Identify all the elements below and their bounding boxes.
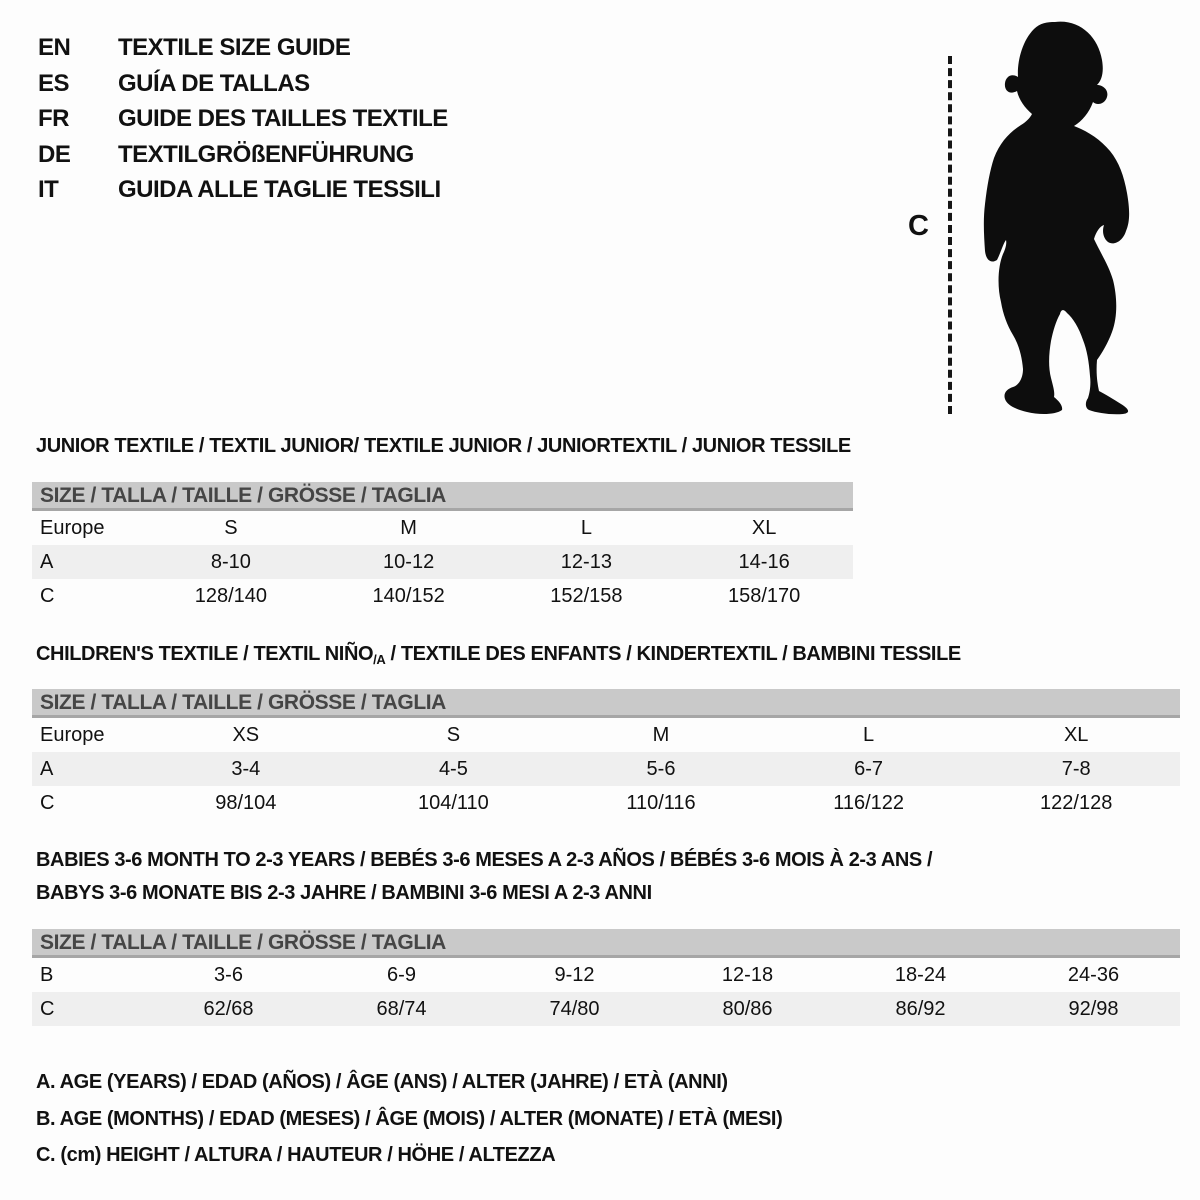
size-cell: XL (751, 517, 777, 539)
age-cell: 24-36 (1067, 964, 1120, 986)
language-row (38, 30, 448, 66)
table-row (32, 718, 1180, 752)
language-title-list (38, 30, 448, 208)
age-cell: 18-24 (894, 964, 947, 986)
babies-section-title (36, 844, 932, 910)
table-row (32, 958, 1180, 992)
age-cell: 12-18 (721, 964, 774, 986)
babies-size-table (32, 929, 1180, 1026)
height-cell: 140/152 (372, 585, 445, 607)
size-cell: M (400, 517, 417, 539)
row-label: A (40, 758, 54, 780)
height-cell: 74/80 (549, 998, 600, 1020)
row-label: Europe (40, 724, 105, 746)
language-row (38, 172, 448, 208)
height-measure-label: C (908, 210, 929, 242)
age-cell: 3-6 (214, 964, 243, 986)
row-label: C (40, 792, 55, 814)
language-title: TEXTILGRÖßENFÜHRUNG (118, 140, 414, 168)
language-row (38, 66, 448, 102)
table-row (32, 752, 1180, 786)
height-cell: 116/122 (833, 792, 904, 814)
age-cell: 3-4 (231, 758, 261, 780)
language-title: TEXTILE SIZE GUIDE (118, 34, 351, 61)
babies-title-line2: BABYS 3-6 MONATE BIS 2-3 JAHRE / BAMBINI 3-6 MESI A 2-3 ANNI (36, 882, 652, 904)
age-cell: 6-9 (387, 964, 416, 986)
size-cell: S (224, 517, 238, 539)
language-code: EN (38, 34, 71, 61)
age-cell: 9-12 (554, 964, 595, 986)
height-cell: 98/104 (215, 792, 277, 814)
measurement-legend (36, 1064, 782, 1174)
age-cell: 8-10 (210, 551, 251, 573)
size-cell: M (652, 724, 670, 746)
table-row (32, 511, 853, 545)
table-row (32, 579, 853, 613)
language-code: DE (38, 140, 71, 168)
legend-age-years: A. AGE (YEARS) / EDAD (AÑOS) / ÂGE (ANS) / ALTER (JAHRE) / ETÀ (ANNI) (36, 1071, 728, 1093)
height-cell: 104/110 (417, 792, 489, 814)
row-label: C (40, 585, 55, 607)
age-cell: 14-16 (738, 551, 790, 573)
language-title: GUIDA ALLE TAGLIE TESSILI (118, 176, 441, 203)
height-cell: 62/68 (203, 998, 254, 1020)
row-label: A (40, 551, 54, 573)
age-cell: 6-7 (854, 758, 884, 780)
height-cell: 128/140 (194, 585, 268, 607)
language-code: FR (38, 105, 69, 132)
language-title: GUIDE DES TAILLES TEXTILE (118, 105, 448, 132)
legend-height-cm: C. (cm) HEIGHT / ALTURA / HAUTEUR / HÖHE / ALTEZZA (36, 1144, 556, 1166)
children-size-table (32, 689, 1180, 820)
children-table-header: SIZE / TALLA / TAILLE / GRÖSSE / TAGLIA (32, 689, 1180, 718)
toddler-silhouette-icon (963, 14, 1143, 420)
language-code: ES (38, 69, 70, 97)
children-section-title: CHILDREN'S TEXTILE / TEXTIL $NIÑO_{/A}$ / TEXTILE DES ENFANTS / KINDERTEXTIL / BAMBINI TESSILE (36, 643, 961, 667)
nino-a-subscript: /A (373, 652, 386, 667)
age-cell: 4-5 (438, 758, 468, 780)
height-cell: 110/116 (626, 792, 696, 814)
height-cell: 68/74 (376, 998, 427, 1020)
junior-table-header: SIZE / TALLA / TAILLE / GRÖSSE / TAGLIA (32, 482, 853, 511)
size-cell: L (863, 724, 875, 746)
language-code: IT (38, 176, 59, 203)
size-cell: L (580, 517, 592, 539)
size-cell: XS (232, 724, 260, 746)
height-cell: 80/86 (722, 998, 773, 1020)
row-label: Europe (40, 517, 105, 539)
row-label: C (40, 998, 55, 1020)
height-cell: 158/170 (727, 585, 801, 607)
language-title: GUÍA DE TALLAS (118, 69, 310, 97)
age-cell: 12-13 (560, 551, 612, 573)
junior-section-title: JUNIOR TEXTILE / TEXTIL JUNIOR/ TEXTILE JUNIOR / JUNIORTEXTIL / JUNIOR TESSILE (36, 435, 851, 457)
legend-age-months: B. AGE (MONTHS) / EDAD (MESES) / ÂGE (MOIS) / ALTER (MONATE) / ETÀ (MESI) (36, 1107, 783, 1130)
size-cell: S (446, 724, 461, 746)
babies-title-line1: BABIES 3-6 MONTH TO 2-3 YEARS / BEBÉS 3-6 MESES A 2-3 AÑOS / BÉBÉS 3-6 MOIS À 2-3 ANS / (36, 849, 933, 871)
babies-table-header: SIZE / TALLA / TAILLE / GRÖSSE / TAGLIA (32, 929, 1180, 958)
row-label: B (40, 964, 54, 986)
table-row (32, 992, 1180, 1026)
language-row (38, 101, 448, 137)
height-cell: 92/98 (1068, 998, 1119, 1020)
age-cell: 10-12 (383, 551, 435, 573)
junior-size-table (32, 482, 853, 613)
table-row (32, 786, 1180, 820)
age-cell: 7-8 (1061, 758, 1091, 780)
size-cell: XL (1063, 724, 1089, 746)
age-cell: 5-6 (646, 758, 676, 780)
height-cell: 152/158 (550, 585, 623, 607)
table-row (32, 545, 853, 579)
height-cell: 86/92 (895, 998, 946, 1020)
height-dashed-line (948, 56, 952, 414)
language-row (38, 137, 448, 173)
height-cell: 122/128 (1040, 792, 1113, 814)
